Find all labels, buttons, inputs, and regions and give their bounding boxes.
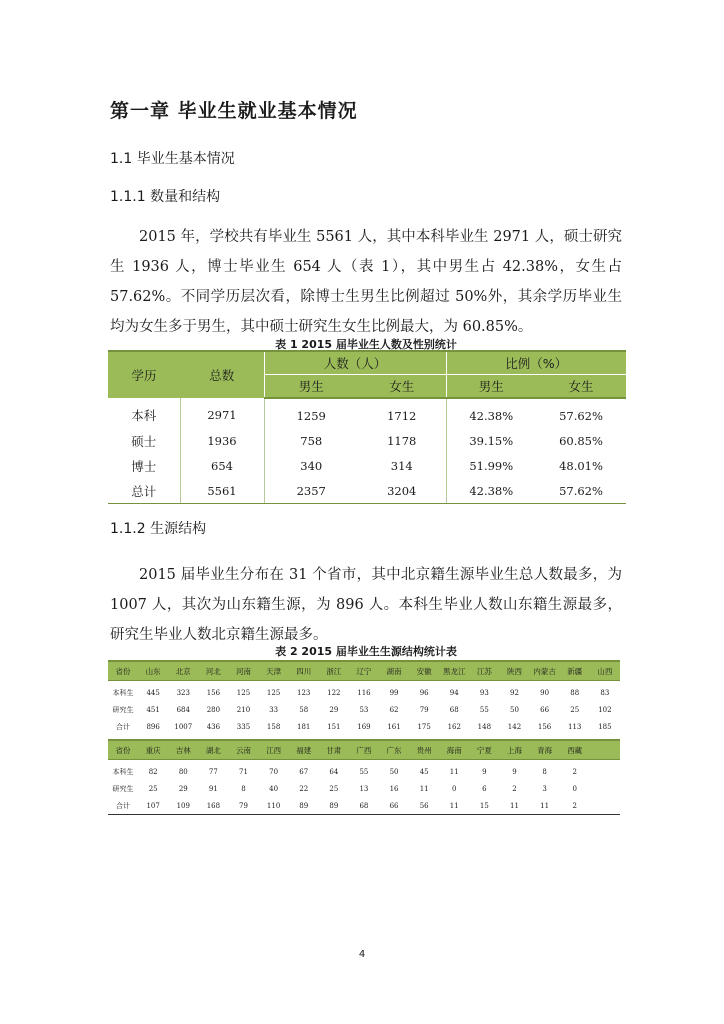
table-cell: 142 xyxy=(507,722,522,731)
header-province: 西藏 xyxy=(560,740,590,760)
row-label: 本科 xyxy=(131,408,157,423)
table-cell: 109 xyxy=(168,797,198,815)
table-cell: 16 xyxy=(389,784,399,793)
header-province: 天津 xyxy=(259,661,289,681)
cell-female-pct: 57.62% xyxy=(559,408,603,423)
header-province: 宁夏 xyxy=(469,740,499,760)
header-province: 江苏 xyxy=(469,661,499,681)
table-cell: 93 xyxy=(479,688,489,697)
table-cell: 62 xyxy=(389,705,399,714)
table-cell: 68 xyxy=(349,797,379,815)
row-label: 本科生 xyxy=(112,767,134,776)
table-cell: 158 xyxy=(266,722,281,731)
header-province: 浙江 xyxy=(319,661,349,681)
paragraph-text: 2015 年，学校共有毕业生 5561 人，其中本科毕业生 2971 人，硕士研究生 1936 人，博士毕业生 654 人（表 1），其中男生占 42.38%，女生占 57.62%。不同学历层次看，除博士生男生比例超过 50%外，其余学历毕业生均为女生多于男生，其中硕士研究生女生比例最大，为 60.85%。 xyxy=(110,229,622,335)
table-cell: 156 xyxy=(537,722,552,731)
header-province: 吉林 xyxy=(168,740,198,760)
cell-female: 1178 xyxy=(387,433,417,448)
header-count-group: 人数（人） xyxy=(264,351,446,375)
header-province: 山西 xyxy=(590,661,620,681)
table-cell: 210 xyxy=(236,705,251,714)
header-province xyxy=(590,740,620,760)
table-cell: 335 xyxy=(236,722,251,731)
table-cell: 323 xyxy=(176,688,190,697)
table-cell: 113 xyxy=(568,722,582,731)
table-cell: 8 xyxy=(241,784,246,793)
table-cell: 161 xyxy=(387,722,401,731)
table-cell: 55 xyxy=(479,705,489,714)
header-province: 山东 xyxy=(138,661,168,681)
row-label: 合计 xyxy=(108,797,138,815)
header-province: 重庆 xyxy=(138,740,168,760)
cell-male-pct: 42.38% xyxy=(446,478,536,504)
table-cell: 40 xyxy=(269,784,279,793)
header-province: 北京 xyxy=(168,661,198,681)
table-cell: 125 xyxy=(236,688,251,697)
table-row xyxy=(108,428,626,453)
table1-gender-stats xyxy=(108,350,626,504)
table-cell: 436 xyxy=(206,722,221,731)
table-cell: 102 xyxy=(598,705,612,714)
table-cell: 1007 xyxy=(174,722,193,731)
table-cell: 110 xyxy=(259,797,289,815)
table-cell: 82 xyxy=(148,767,158,776)
header-province: 海南 xyxy=(439,740,469,760)
table-cell: 2 xyxy=(560,797,590,815)
table2-origin-part1 xyxy=(108,660,620,735)
table-row xyxy=(108,760,620,781)
cell-male: 1259 xyxy=(264,398,358,428)
table-cell: 175 xyxy=(417,722,431,731)
table-row xyxy=(108,718,620,735)
table-cell xyxy=(590,780,620,797)
cell-female-pct: 48.01% xyxy=(559,458,603,473)
table-cell: 29 xyxy=(178,784,188,793)
table-cell: 162 xyxy=(447,722,461,731)
table-cell xyxy=(590,760,620,781)
row-label: 研究生 xyxy=(112,784,134,793)
table-cell: 9 xyxy=(482,767,487,776)
header-province: 湖北 xyxy=(198,740,228,760)
table-cell: 66 xyxy=(379,797,409,815)
header-count-female: 女生 xyxy=(358,375,446,399)
table-cell: 67 xyxy=(299,767,309,776)
table-cell: 25 xyxy=(148,784,158,793)
cell-total: 654 xyxy=(180,453,264,478)
table-cell: 64 xyxy=(329,767,339,776)
header-province: 甘肃 xyxy=(319,740,349,760)
header-total: 总数 xyxy=(180,351,264,398)
table-cell: 70 xyxy=(269,767,279,776)
table-cell: 280 xyxy=(206,705,221,714)
table-cell: 80 xyxy=(178,767,188,776)
table-cell: 77 xyxy=(208,767,218,776)
row-label: 合计 xyxy=(116,722,131,731)
cell-total: 2971 xyxy=(180,398,264,428)
table-cell: 94 xyxy=(449,688,459,697)
table-cell: 156 xyxy=(206,688,221,697)
table-cell: 45 xyxy=(419,767,429,776)
table-cell: 29 xyxy=(329,705,339,714)
header-province: 内蒙古 xyxy=(530,661,560,681)
header-province: 广东 xyxy=(379,740,409,760)
chapter-title: 第一章 毕业生就业基本情况 xyxy=(110,100,358,122)
table-cell: 2 xyxy=(512,784,517,793)
table-cell: 11 xyxy=(449,767,459,776)
cell-male-pct: 51.99% xyxy=(446,453,536,478)
section-title: 1.1 毕业生基本情况 xyxy=(110,151,235,167)
header-province: 福建 xyxy=(289,740,319,760)
table-cell: 92 xyxy=(510,688,519,697)
header-province: 辽宁 xyxy=(349,661,379,681)
row-label: 研究生 xyxy=(112,705,134,714)
table-cell: 55 xyxy=(359,767,369,776)
row-label: 本科生 xyxy=(112,688,134,697)
table-cell: 169 xyxy=(357,722,371,731)
header-province: 上海 xyxy=(499,740,529,760)
cell-total: 1936 xyxy=(180,428,264,453)
row-label: 博士 xyxy=(131,458,157,474)
table-cell: 50 xyxy=(510,705,519,714)
table-row xyxy=(108,398,626,428)
table-cell: 56 xyxy=(409,797,439,815)
table-cell: 11 xyxy=(499,797,529,815)
table-cell: 33 xyxy=(269,705,279,714)
table-row xyxy=(108,701,620,718)
table-cell: 3 xyxy=(542,784,547,793)
table-cell: 79 xyxy=(419,705,429,714)
table-cell: 25 xyxy=(329,784,339,793)
paragraph-text: 2015 届毕业生分布在 31 个省市，其中北京籍生源毕业生总人数最多，为 1007 人，其次为山东籍生源，为 896 人。本科生毕业人数山东籍生源最多，研究生毕业人数北京籍生源最多。 xyxy=(110,567,622,643)
table-cell: 50 xyxy=(389,767,399,776)
cell-female: 1712 xyxy=(387,408,417,423)
header-province: 广西 xyxy=(349,740,379,760)
header-province: 河北 xyxy=(198,661,228,681)
table-cell: 116 xyxy=(357,688,371,697)
paragraph-origin xyxy=(110,560,622,650)
table-cell: 181 xyxy=(297,722,311,731)
table-cell: 96 xyxy=(419,688,429,697)
header-province-label: 省份 xyxy=(108,740,138,760)
cell-male-pct: 42.38% xyxy=(446,398,536,428)
header-province: 青海 xyxy=(530,740,560,760)
table-cell: 0 xyxy=(572,784,577,793)
table-row xyxy=(108,453,626,478)
header-province: 江西 xyxy=(259,740,289,760)
header-province: 四川 xyxy=(289,661,319,681)
table-row xyxy=(108,780,620,797)
table-cell: 25 xyxy=(570,705,580,714)
table-cell: 107 xyxy=(138,797,168,815)
table-cell: 71 xyxy=(239,767,248,776)
header-province: 新疆 xyxy=(560,661,590,681)
table-cell: 66 xyxy=(540,705,550,714)
header-province-label: 省份 xyxy=(108,661,138,681)
cell-male: 2357 xyxy=(264,478,358,504)
cell-female: 3204 xyxy=(358,478,446,504)
cell-total: 5561 xyxy=(180,478,264,504)
header-province: 贵州 xyxy=(409,740,439,760)
table-cell: 91 xyxy=(208,784,218,793)
cell-female-pct: 57.62% xyxy=(536,478,626,504)
table-cell: 451 xyxy=(146,705,160,714)
table-cell: 89 xyxy=(319,797,349,815)
table-row xyxy=(108,478,626,504)
table-cell: 6 xyxy=(482,784,487,793)
table-cell: 11 xyxy=(530,797,560,815)
table-cell: 79 xyxy=(228,797,258,815)
table-cell: 11 xyxy=(419,784,429,793)
header-province: 黑龙江 xyxy=(439,661,469,681)
cell-female-pct: 60.85% xyxy=(559,433,603,448)
table-cell: 148 xyxy=(477,722,492,731)
table-cell: 2 xyxy=(572,767,577,776)
table-row xyxy=(108,681,620,702)
table-cell: 90 xyxy=(540,688,550,697)
table-cell: 168 xyxy=(198,797,228,815)
cell-male-pct: 39.15% xyxy=(446,428,536,453)
cell-male: 758 xyxy=(264,428,358,453)
header-ratio-female: 女生 xyxy=(536,375,626,399)
table-cell: 123 xyxy=(297,688,311,697)
table-row xyxy=(108,797,620,815)
header-province: 云南 xyxy=(228,740,258,760)
table-cell: 151 xyxy=(327,722,341,731)
table2-origin-part2 xyxy=(108,739,620,815)
header-province: 安徽 xyxy=(409,661,439,681)
table-cell: 68 xyxy=(449,705,459,714)
table-cell: 11 xyxy=(439,797,469,815)
header-ratio-male: 男生 xyxy=(446,375,536,399)
table-cell: 13 xyxy=(359,784,369,793)
table-cell: 9 xyxy=(512,767,517,776)
table-cell: 125 xyxy=(266,688,281,697)
cell-male: 340 xyxy=(264,453,358,478)
header-province: 湖南 xyxy=(379,661,409,681)
table-cell: 99 xyxy=(389,688,399,697)
table-cell: 83 xyxy=(600,688,610,697)
table-cell: 8 xyxy=(542,767,547,776)
table-cell: 88 xyxy=(570,688,580,697)
header-ratio-group: 比例（%） xyxy=(446,351,626,375)
table-cell: 53 xyxy=(359,705,369,714)
table-cell: 896 xyxy=(146,722,160,731)
table1-caption: 表 1 2015 届毕业生人数及性别统计 xyxy=(275,338,457,351)
table-cell: 185 xyxy=(598,722,612,731)
table-cell: 89 xyxy=(289,797,319,815)
row-label: 总计 xyxy=(108,478,180,504)
table-cell: 684 xyxy=(176,705,190,714)
table-cell xyxy=(590,797,620,815)
header-degree: 学历 xyxy=(108,351,180,398)
header-province: 陕西 xyxy=(499,661,529,681)
table-cell: 22 xyxy=(299,784,309,793)
table-cell: 58 xyxy=(299,705,309,714)
cell-female: 314 xyxy=(390,458,413,473)
page-number: 4 xyxy=(358,949,366,960)
row-label: 硕士 xyxy=(131,433,157,449)
header-province: 河南 xyxy=(228,661,258,681)
table-cell: 15 xyxy=(469,797,499,815)
subsection-title-quantity: 1.1.1 数量和结构 xyxy=(110,189,221,205)
header-count-male: 男生 xyxy=(264,375,358,399)
table-cell: 122 xyxy=(327,688,341,697)
paragraph-quantity xyxy=(110,222,622,342)
table-cell: 445 xyxy=(146,688,160,697)
table-cell: 0 xyxy=(452,784,457,793)
subsection-title-origin: 1.1.2 生源结构 xyxy=(110,521,207,537)
table2-caption: 表 2 2015 届毕业生生源结构统计表 xyxy=(275,645,457,658)
